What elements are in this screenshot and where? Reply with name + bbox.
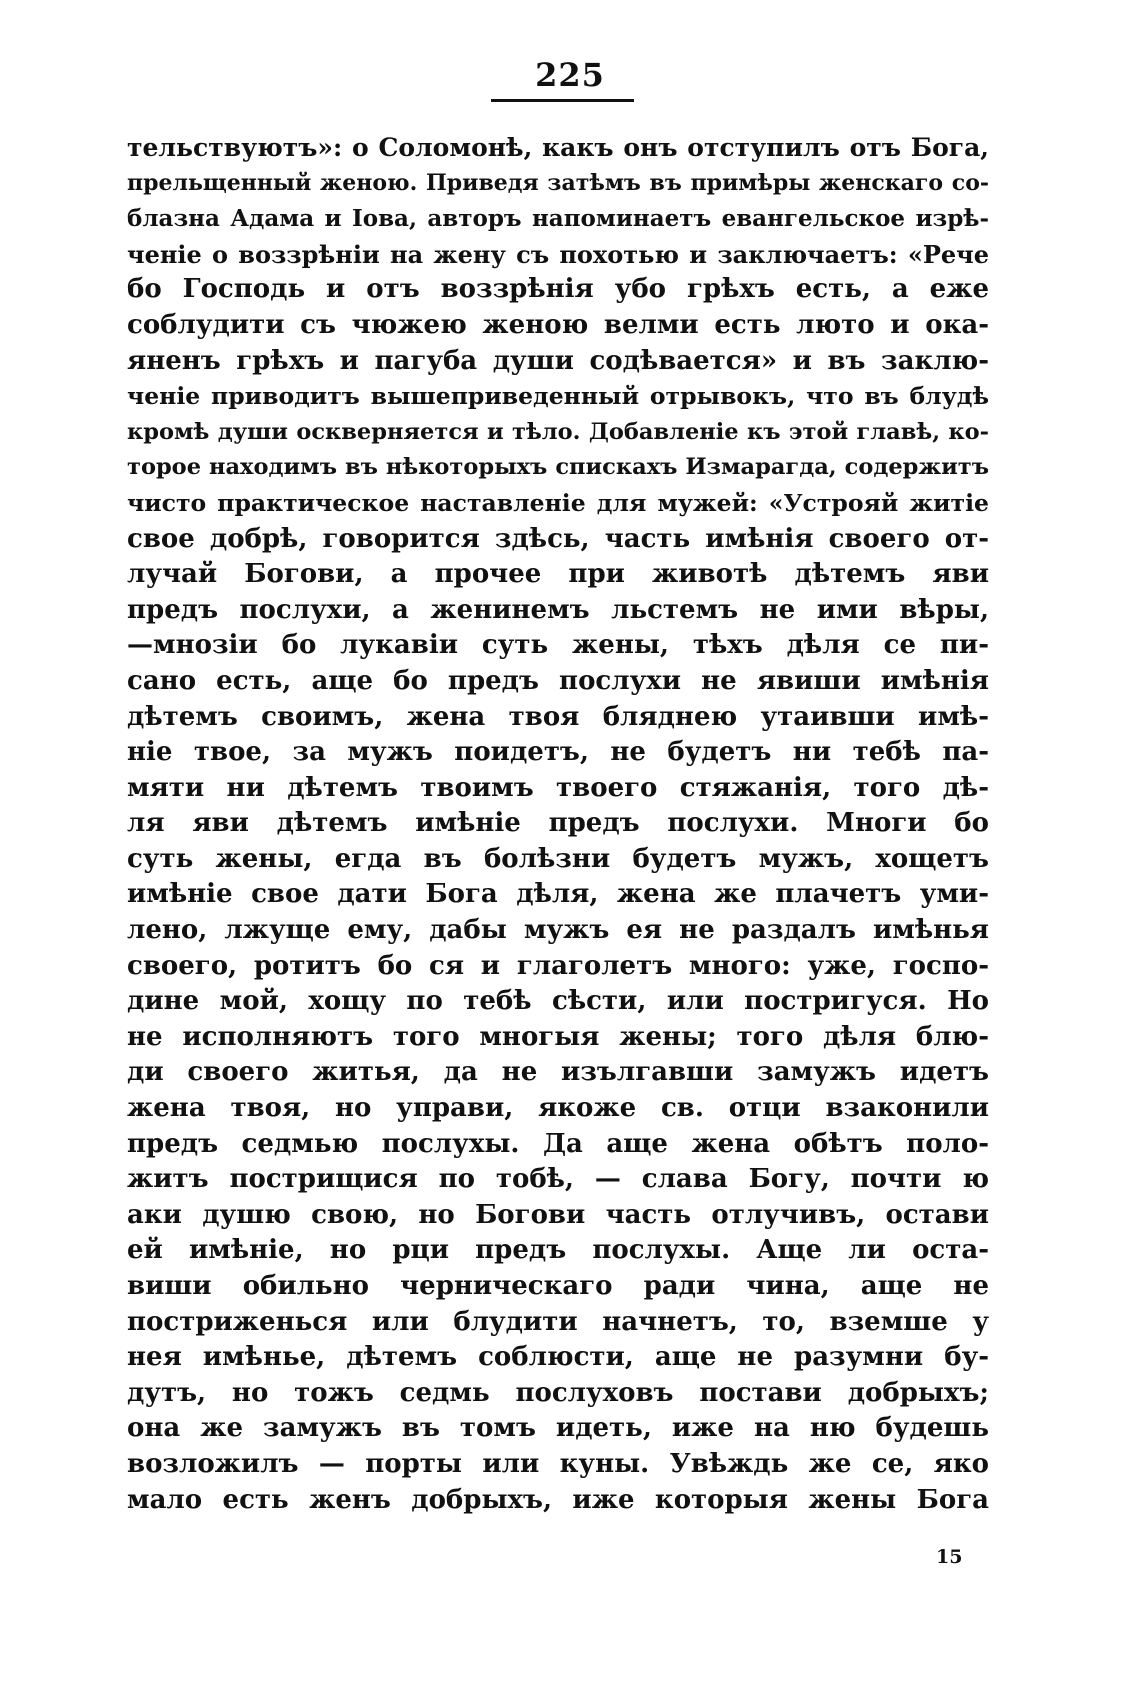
text-line: дѣтемъ своимъ, жена твоя бляднею утаивши имѣ-: [127, 701, 989, 732]
text-line: прельщенный женою. Приведя затѣмъ въ примѣры женскаго со-: [127, 169, 989, 196]
text-line: мяти ни дѣтемъ твоимъ твоего стяжанія, того дѣ-: [127, 772, 989, 803]
text-line: ченіе приводитъ вышеприведенный отрывокъ, что въ блудѣ: [127, 382, 989, 411]
text-line: торое находимъ въ нѣкоторыхъ спискахъ Измарагда, содержитъ: [127, 454, 989, 481]
text-line: лено, лжуще ему, дабы мужъ ея не раздалъ имѣнья: [127, 915, 989, 946]
text-line: не исполняютъ того многыя жены; того дѣля блю-: [127, 1021, 989, 1052]
text-line: лучай Богови, а прочее при животѣ дѣтемъ яви: [127, 559, 989, 590]
text-line: сано есть, аще бо предъ послухи не явиши имѣнія: [127, 665, 989, 696]
text-line: соблудити съ чюжею женою велми есть люто и ока-: [127, 309, 989, 340]
text-line: кромѣ души оскверняется и тѣло. Добавленіе къ этой главѣ, ко-: [127, 418, 989, 445]
text-line: она же замужъ въ томъ идеть, иже на ню будешь: [127, 1413, 989, 1444]
text-line: бо Господь и отъ воззрѣнія убо грѣхъ есть, а еже: [127, 274, 989, 305]
text-line: свое добрѣ, говорится здѣсь, часть имѣнія своего от-: [127, 523, 989, 554]
text-line: возложилъ — порты или куны. Увѣждь же се, яко: [127, 1448, 989, 1479]
body-text: [127, 130, 989, 1518]
header-rule: [491, 99, 634, 102]
text-line: блазна Адама и Іова, авторъ напоминаетъ евангельское изрѣ-: [127, 205, 989, 233]
page-number: 225: [535, 56, 605, 94]
text-line: имѣніе свое дати Бога дѣля, жена же плачетъ уми-: [127, 879, 989, 910]
text-line: чисто практическое наставленіе для мужей: «Устрояй житіе: [127, 488, 989, 517]
text-line: предъ послухи, а женинемъ льстемъ не ими вѣры,: [127, 594, 989, 625]
text-line: ди своего житья, да не изългавши замужъ идетъ: [127, 1057, 989, 1088]
text-line: ніе твое, за мужъ поидетъ, не будетъ ни тебѣ па-: [127, 737, 989, 768]
text-line: ей имѣніе, но рци предъ послухы. Аще ли оста-: [127, 1235, 989, 1266]
text-line: мало есть женъ добрыхъ, иже которыя жены Бога: [127, 1484, 989, 1515]
text-line: ля яви дѣтемъ имѣніе предъ послухи. Многи бо: [127, 808, 989, 839]
text-line: своего, ротитъ бо ся и глаголетъ много: уже, госпо-: [127, 950, 989, 981]
text-line: яненъ грѣхъ и пагуба души содѣвается» и въ заклю-: [127, 345, 989, 376]
text-line: ченіе о воззрѣніи на жену съ похотью и заключаетъ: «Рече: [127, 239, 989, 269]
text-line: постриженься или блудити начнетъ, то, вземше у: [127, 1306, 989, 1337]
text-line: виши обильно черническаго ради чина, аще не: [127, 1271, 989, 1301]
text-line: житъ пострищися по тобѣ, — слава Богу, почти ю: [127, 1164, 989, 1195]
text-line: дутъ, но тожъ седмь послуховъ постави добрыхъ;: [127, 1377, 989, 1408]
text-line: тельствуютъ»: о Соломонѣ, какъ онъ отступилъ отъ Бога,: [127, 133, 989, 162]
text-line: предъ седмью послухы. Да аще жена обѣтъ поло-: [127, 1128, 989, 1159]
signature-mark: 15: [936, 1546, 963, 1568]
text-line: —мнозіи бо лукавіи суть жены, тѣхъ дѣля се пи-: [127, 630, 989, 661]
text-line: суть жены, егда въ болѣзни будетъ мужъ, хощетъ: [127, 843, 989, 874]
text-line: жена твоя, но управи, якоже св. отци взаконили: [127, 1093, 989, 1124]
text-line: дине мой, хощу по тебѣ сѣсти, или постригуся. Но: [127, 986, 989, 1017]
text-line: аки душю свою, но Богови часть отлучивъ, остави: [127, 1199, 989, 1230]
text-line: нея имѣнье, дѣтемъ соблюсти, аще не разумни бу-: [127, 1342, 989, 1373]
